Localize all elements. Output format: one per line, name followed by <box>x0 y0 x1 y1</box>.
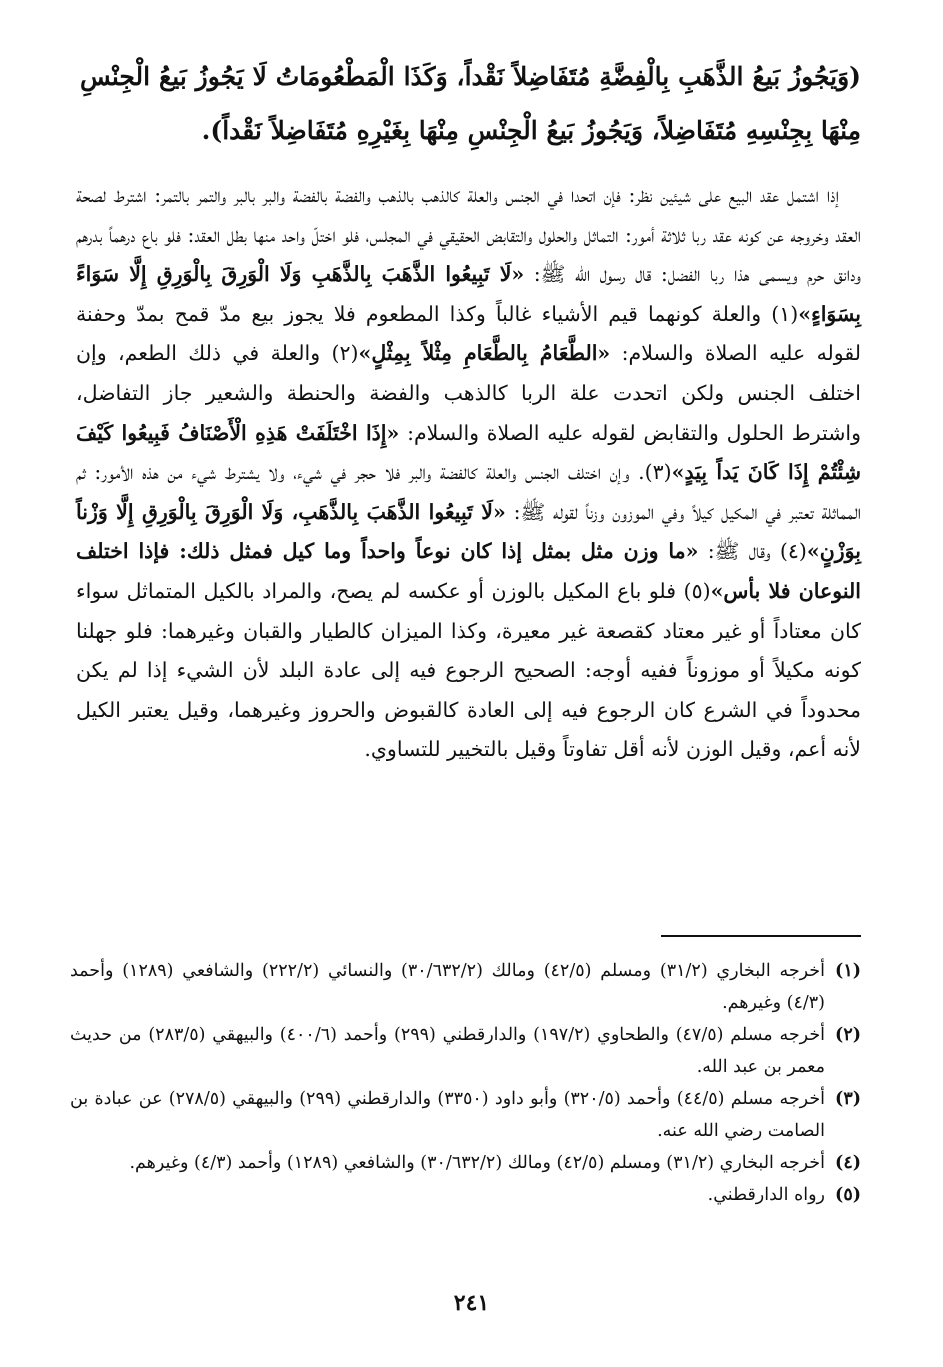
footnote-text: أخرجه البخاري (٣١/٢) ومسلم (٤٢/٥) ومالك (٣٠/٦٣٢/٢) والنسائي (٢٢٢/٢) والشافعي (١٢٨٩) وأحمد (٤/٣) وغيرهم. <box>70 961 825 1013</box>
matn-body: (وَيَجُوزُ بَيعُ الذَّهَبِ بِالْفِضَّةِ مُتَفَاضِلاً نَقْداً، وَكَذَا الْمَطْعُومَاتُ لَا يَجُوزُ بَيعُ الْجِنْسِ مِنْهَا بِجِنْسِهِ مُتَفَاضِلاً، وَيَجُوزُ بَيعُ الْجِنْسِ مِنْهَا بِغَيْرِهِ مُتَفَاضِلاً نَقْداً). <box>80 62 861 145</box>
footnote-text: أخرجه مسلم (٤٤/٥) وأحمد (٣٢٠/٥) وأبو داود (٣٣٥٠) والدارقطني (٢٩٩) والبيهقي (٢٧٨/٥) عن عبادة بن الصامت رضي الله عنه. <box>70 1089 825 1141</box>
commentary-segment: (٣). وإن اختلف الجنس والعلة كالفضة والبر فلا حجر في شيء، ولا يشترط شيء من هذه الأمور: ثم المماثلة تعتبر في المكيل كيلاً وفي الموزون وزناً لقوله ﷺ: <box>76 460 861 524</box>
commentary-text <box>76 176 861 770</box>
footnote-text: أخرجه البخاري (٣١/٢) ومسلم (٤٢/٥) ومالك (٣٠/٦٣٢/٢) والشافعي (١٢٨٩) وأحمد (٤/٣) وغيرهم. <box>129 1153 825 1173</box>
footnote <box>70 1179 861 1211</box>
commentary-segment: إذا اشتمل عقد البيع على شيئين نظر: فإن اتحدا في الجنس والعلة كالذهب بالذهب والفضة بالفضة والبر بالبر والتمر بالتمر: اشترط لصحة العقد وخروجه عن كونه عقد ربا ثلاثة أمور: التماثل والحلول والتقابض الحقيقي في المجلس، فلو اختلّ واحد منها بطل العقد: فلو باع درهماً بدرهم ودانق حرم ويسمى هذا ربا الفضل: قال رسول الله ﷺ: <box>76 183 862 287</box>
commentary-segment: (٥) فلو باع المكيل بالوزن أو عكسه لم يصح، والمراد بالكيل المتماثل سواء كان معتاداً أو غير معتاد كقصعة غير معيرة، وكذا الميزان كالطيار والقبان وغيرهما: فلو جهلنا كونه مكيلاً أو موزوناً ففيه أوجه: الصحيح الرجوع فيه إلى عادة البلد لأن الشيء إذا لم يكن محدوداً في الشرع كان الرجوع فيه إلى العادة كالقبوض والحروز وغيرهما، وقيل يعتبر الكيل لأنه أعم، وقيل الوزن لأنه أقل تفاوتاً وقيل بالتخيير للتساوي. <box>76 578 861 762</box>
hadith-quote: «إِذَا اخْتَلَفَتْ هَذِهِ الْأَصْنَافُ فَبِيعُوا كَيْفَ شِئْتُمْ إِذَا كَانَ يَداً بِيَدٍ» <box>76 420 861 485</box>
footnote <box>70 1019 861 1083</box>
hadith-quote: «لَا تَبِيعُوا الذَّهَبَ بِالذَّهَبِ وَلَا الْوَرِقَ بِالْوَرِقِ إِلَّا سَوَاءً بِسَوَاءٍ» <box>76 262 861 326</box>
commentary-segment: (٢) والعلة في ذلك الطعم، وإن اختلف الجنس ولكن اتحدت علة الربا كالذهب والفضة والحنطة والشعير جاز التفاضل، واشترط الحلول والتقابض لقوله عليه الصلاة والسلام: <box>76 341 861 445</box>
footnote-number: (٥) <box>835 1185 861 1205</box>
footnote <box>70 955 861 1019</box>
footnote-text: أخرجه مسلم (٤٧/٥) والطحاوي (١٩٧/٢) والدارقطني (٢٩٩) وأحمد (٤٠٠/٦) والبيهقي (٢٨٣/٥) من حديث معمر بن عبد الله. <box>70 1025 826 1077</box>
footnote-number: (١) <box>835 961 861 981</box>
commentary-paragraph <box>76 176 861 770</box>
page-number: ٢٤١ <box>453 1290 490 1316</box>
hadith-quote: «ما وزن مثل بمثل إذا كان نوعاً واحداً وما كيل فمثل ذلك: فإذا اختلف النوعان فلا بأس» <box>76 539 861 603</box>
footnote-text: رواه الدارقطني. <box>707 1185 825 1205</box>
footnote-number: (٣) <box>835 1089 861 1109</box>
hadith-quote: «لَا تَبِيعُوا الذَّهَبَ بِالذَّهَبِ، وَلَا الْوَرِقَ بِالْوَرِقِ إِلَّا وَزْناً بِوَزْنٍ» <box>76 499 861 564</box>
footnotes <box>70 955 861 1211</box>
footnote <box>70 1083 861 1147</box>
matn-text <box>80 50 861 158</box>
footnote-number: (٢) <box>835 1025 861 1045</box>
commentary-segment: (١) والعلة كونهما قيم الأشياء غالباً وكذا المطعوم فلا يجوز بيع مدّ قمح بمدّ وحفنة لقوله عليه الصلاة والسلام: <box>76 301 862 366</box>
commentary-segment: (٤) وقال ﷺ: <box>698 539 807 564</box>
hadith-quote: «الطَّعَامُ بِالطَّعَامِ مِثْلاً بِمِثْلٍ» <box>358 341 611 366</box>
footnote-separator <box>661 935 861 937</box>
footnote <box>70 1147 861 1179</box>
footnote-number: (٤) <box>835 1153 861 1173</box>
